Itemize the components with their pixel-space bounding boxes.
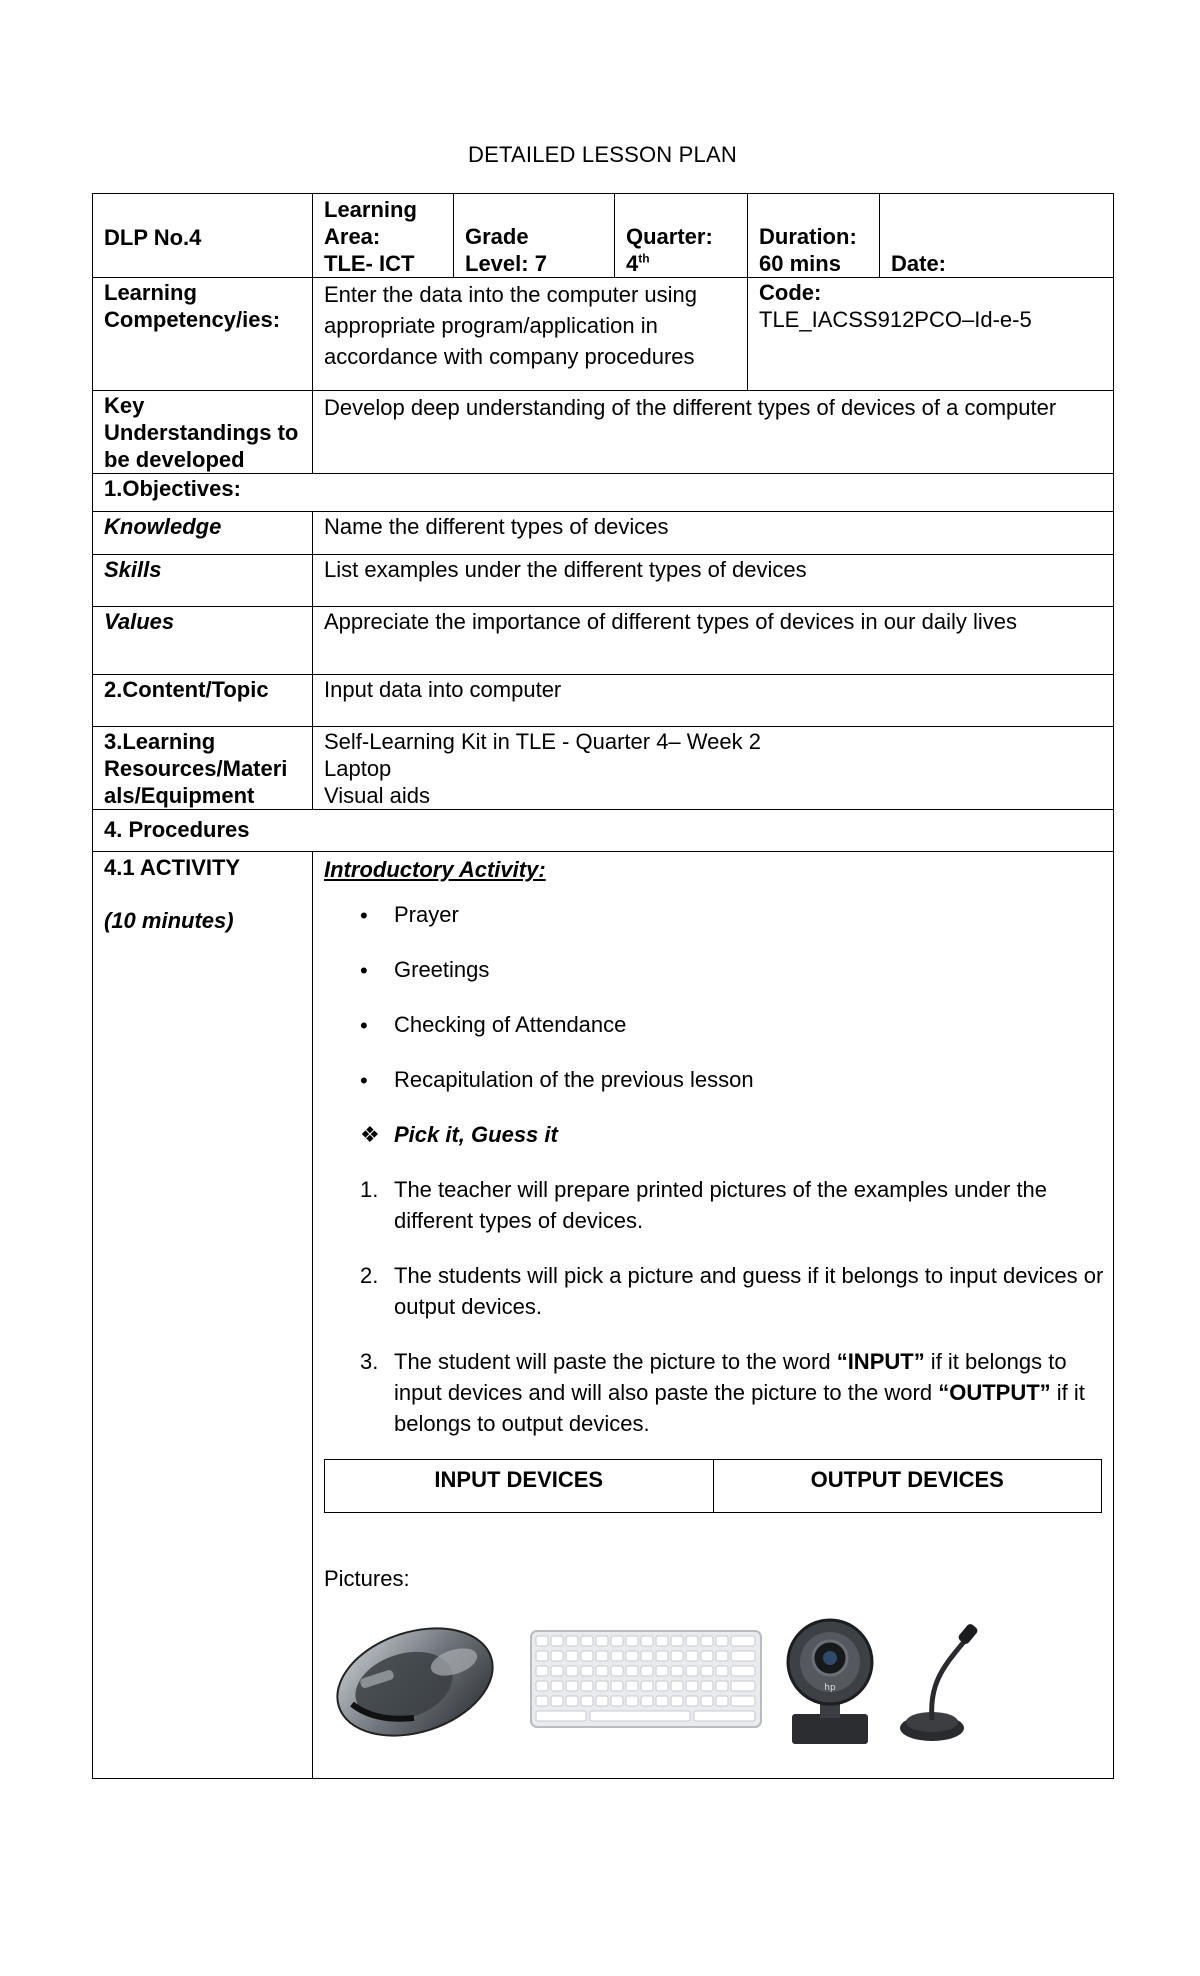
list-item: 1. The teacher will prepare printed pictures of the examples under the different types of devices.	[360, 1177, 1048, 1233]
procedures-heading: 4. Procedures	[93, 810, 1114, 852]
list-item: • Greetings	[324, 954, 1105, 985]
activity-row	[93, 852, 1114, 1779]
resources-label: 3.Learning Resources/Materi als/Equipment	[93, 727, 313, 810]
steps-list	[324, 1174, 1105, 1439]
learning-area-value: TLE- ICT	[324, 251, 415, 276]
webcam-icon	[786, 1618, 874, 1746]
list-item: • Checking of Attendance	[324, 1009, 1105, 1040]
competency-label: Learning Competency/ies:	[93, 278, 313, 391]
quarter-cell	[615, 194, 748, 278]
duration-label: Duration:	[759, 224, 857, 249]
game-title: Pick it, Guess it	[394, 1122, 558, 1147]
page-title: DETAILED LESSON PLAN	[468, 142, 737, 167]
microphone-icon	[896, 1624, 982, 1744]
resources-list	[313, 727, 1114, 810]
bullet-icon: •	[360, 903, 368, 928]
grade-label: Grade	[465, 224, 529, 249]
objectives-heading: 1.Objectives:	[93, 474, 1114, 512]
list-item: • Prayer	[324, 899, 1105, 930]
code-label: Code:	[759, 280, 822, 305]
keyboard-icon	[530, 1630, 762, 1728]
code-value: TLE_IACSS912PCO–Id-e-5	[759, 307, 1032, 332]
intro-heading: Introductory Activity:	[324, 857, 546, 882]
duration-cell	[748, 194, 880, 278]
key-understandings-text: Develop deep understanding of the different types of devices of a computer	[313, 391, 1114, 474]
bullet-icon: •	[360, 958, 368, 983]
activity-content	[313, 852, 1114, 1779]
quarter-suffix: th	[638, 251, 650, 266]
list-item: • Recapitulation of the previous lesson	[324, 1064, 1105, 1095]
pictures-label: Pictures:	[324, 1566, 410, 1591]
content-text: Input data into computer	[313, 675, 1114, 727]
values-row	[93, 607, 1114, 675]
key-understandings-label: Key Understandings to be developed	[93, 391, 313, 474]
procedures-heading-row	[93, 810, 1114, 852]
quarter-label: Quarter:	[626, 224, 713, 249]
content-label: 2.Content/Topic	[93, 675, 313, 727]
mouse-icon	[334, 1622, 496, 1740]
resource-item: Laptop	[324, 756, 392, 781]
content-row	[93, 675, 1114, 727]
knowledge-row	[93, 512, 1114, 555]
resources-row	[93, 727, 1114, 810]
key-understandings-row	[93, 391, 1114, 474]
activity-label: 4.1 ACTIVITY	[104, 855, 241, 880]
knowledge-text: Name the different types of devices	[313, 512, 1114, 555]
values-label: Values	[93, 607, 313, 675]
intro-bullet-list	[324, 899, 1105, 1095]
competency-row	[93, 278, 1114, 391]
resource-item: Self-Learning Kit in TLE - Quarter 4– Week 2	[324, 729, 761, 754]
knowledge-label: Knowledge	[93, 512, 313, 555]
dlp-number: DLP No.4	[93, 194, 313, 278]
bullet-icon: •	[360, 1068, 368, 1093]
learning-area-cell	[313, 194, 454, 278]
duration-value: 60 mins	[759, 251, 841, 276]
lesson-plan-table	[92, 193, 1114, 1779]
objectives-heading-row	[93, 474, 1114, 512]
list-item: 2. The students will pick a picture and guess if it belongs to input devices or output devices.	[360, 1263, 1104, 1319]
learning-area-label: Learning Area:	[324, 197, 417, 249]
game-title-row	[324, 1119, 1105, 1150]
bullet-icon: •	[360, 1013, 368, 1038]
date-label: Date:	[880, 194, 1114, 278]
activity-cell	[93, 852, 313, 1779]
activity-duration: (10 minutes)	[104, 908, 234, 933]
skills-text: List examples under the different types of devices	[313, 555, 1114, 607]
pictures-row	[324, 1618, 1105, 1778]
code-cell	[748, 278, 1114, 391]
input-output-table	[324, 1459, 1102, 1513]
diamond-icon: ❖	[360, 1122, 380, 1147]
skills-row	[93, 555, 1114, 607]
header-row	[93, 194, 1114, 278]
input-devices-header: INPUT DEVICES	[325, 1460, 714, 1513]
grade-value: Level: 7	[465, 251, 547, 276]
output-devices-header: OUTPUT DEVICES	[713, 1460, 1102, 1513]
input-word: “INPUT”	[836, 1349, 925, 1374]
values-text: Appreciate the importance of different types of devices in our daily lives	[313, 607, 1114, 675]
resource-item: Visual aids	[324, 783, 430, 808]
quarter-number: 4	[626, 251, 639, 276]
output-word: “OUTPUT”	[938, 1380, 1051, 1405]
webcam-brand: hp	[824, 1683, 836, 1693]
list-item: 3. The student will paste the picture to the word “INPUT” if it belongs to input devices and will also paste the picture to the word “OUTPUT” if it belongs to output devices.	[360, 1349, 1085, 1436]
competency-text: Enter the data into the computer using appropriate program/application in accordance with company procedures	[313, 278, 748, 391]
skills-label: Skills	[93, 555, 313, 607]
grade-cell	[454, 194, 615, 278]
